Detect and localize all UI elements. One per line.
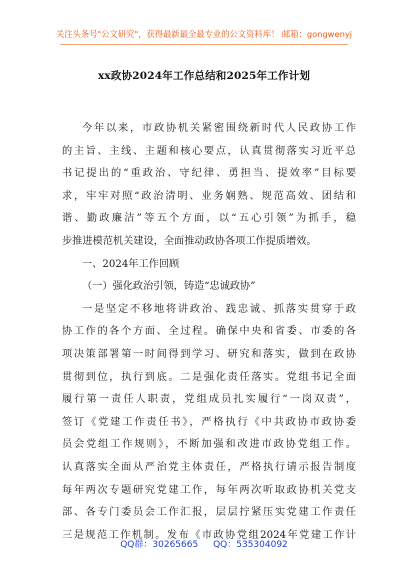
paragraph-line: 今年以来，市政协机关紧密围绕新时代人民政协工作 [82, 123, 356, 134]
paragraph-line: 贯彻到位，执行到底。二是强化责任落实。党组书记全面 [62, 371, 356, 383]
footer-qq: QQ：535304092 [213, 540, 288, 550]
header-banner: 关注头条号"公文研究"，获得最新最全最专业的公文资料库！ 邮箱：gongwenyj [55, 29, 353, 39]
header-divider [60, 44, 348, 45]
paragraph-line: 步推进模范机关建设，全面推动政协各项工作提质增效。 [62, 235, 317, 247]
paragraph-line: 签订《党建工作责任书》，严格执行《中共政协市政协委 [62, 416, 356, 428]
paragraph-line: 求，牢牢对照“政治清明、业务娴熟、规范高效、团结和 [62, 190, 356, 202]
paragraph-line: 一是坚定不移地将讲政治、践忠诚、抓落实贯穿于政 [82, 303, 356, 315]
paragraph-line: 三是规范工作机制。发布《市政协党组2024年党建工作计 [62, 529, 356, 541]
paragraph-line: 认真落实全面从严治党主体责任，严格执行请示报告制度 [62, 461, 356, 473]
paragraph-line: 项决策部署第一时间得到学习、研究和落实，做到在政协 [62, 348, 356, 360]
section-heading: 一、2024年工作回顾 [82, 258, 180, 270]
paragraph-line: 员会党组工作规则》，不断加强和改进市政协党组工作。 [62, 439, 356, 451]
paragraph-line: 协工作的各个方面、全过程。确保中央和省委、市委的各 [62, 326, 356, 338]
footer-qq-group: QQ群：30265665 [120, 540, 199, 550]
footer-contact [0, 537, 408, 550]
paragraph-line: 的主旨、主线、主题和核心要点，认真贯彻落实习近平总 [62, 145, 356, 157]
document-body [62, 118, 356, 547]
paragraph-line: 部、各专门委员会工作汇报，层层拧紧压实党建工作责任 [62, 507, 356, 519]
paragraph-line: 每年两次专题研究党建工作，每年两次听取政协机关党支 [62, 484, 356, 496]
paragraph-line: 谐、勤政廉洁”等五个方面，以“五心引领”为抓手，稳 [62, 213, 356, 225]
paragraph-line: 书记提出的“重政治、守纪律、勇担当、提效率”目标要 [62, 168, 356, 180]
document-title: xx政协2024年工作总结和2025年工作计划 [97, 70, 311, 82]
section-heading: （一）强化政治引领，铸造“忠诚政协” [82, 281, 256, 293]
paragraph-line: 履行第一责任人职责，党组成员扎实履行“一岗双责”， [62, 394, 356, 406]
